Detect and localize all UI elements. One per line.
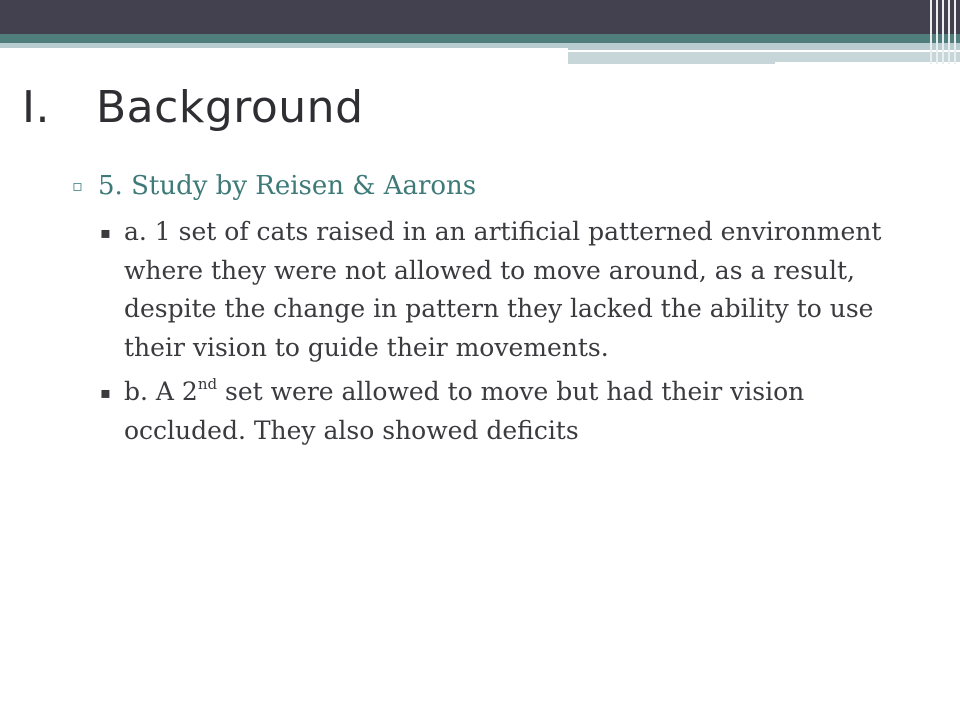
slide-body (72, 168, 892, 450)
header-vertical-stripes (928, 0, 960, 64)
ordinal-superscript: nd (197, 374, 218, 393)
outline-heading (72, 168, 892, 207)
square-bullet-icon: ▪ (100, 383, 111, 402)
list-item (100, 213, 892, 367)
vertical-stripe (942, 0, 944, 64)
list-item-text: a. 1 set of cats raised in an artificial patterned environment where they were not allowed to move around, as a result, despite the change in pattern they lacked the ability to use their vision to guide their movements. (124, 217, 882, 362)
outline-heading-text: 5. Study by Reisen & Aarons (98, 171, 477, 201)
header-band-dark (0, 0, 960, 34)
list-item-text-start: b. A 2 (124, 377, 198, 406)
header-band-teal (0, 34, 960, 43)
square-bullet-icon: ▪ (100, 223, 111, 242)
vertical-stripe (948, 0, 950, 64)
list-item-text (124, 373, 892, 450)
title-text: Background (96, 82, 364, 133)
list-item (100, 373, 892, 450)
header-band-light-right (568, 43, 960, 50)
slide-title (22, 82, 364, 133)
title-number: I. (22, 82, 50, 133)
vertical-stripe (936, 0, 938, 64)
header-band-light (0, 43, 568, 48)
vertical-stripe (930, 0, 932, 64)
vertical-stripe (954, 0, 956, 64)
list-item-text-end: set were allowed to move but had their vision occluded. They also showed deficits (124, 377, 805, 445)
hollow-square-bullet-icon: ▫ (72, 176, 83, 195)
